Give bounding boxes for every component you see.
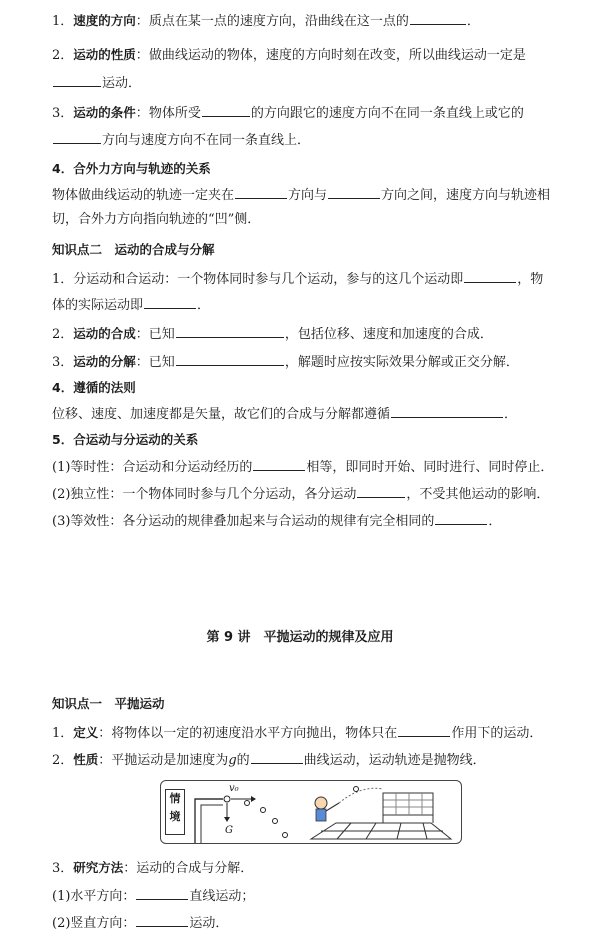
item-text: 方向之间，速度方向与轨迹相 xyxy=(381,188,551,203)
item-text: 曲线运动，运动轨迹是抛物线． xyxy=(303,753,486,768)
scenario-illustration xyxy=(161,781,461,843)
colon: ： xyxy=(135,14,149,29)
tag-char: 境 xyxy=(169,810,181,823)
horizontal-line xyxy=(52,885,564,907)
lesson-title: 第 9 讲 平抛运动的规律及应用 xyxy=(206,630,394,645)
item-number: 3． xyxy=(52,355,74,370)
relation-p2 xyxy=(52,483,564,505)
fill-blank[interactable] xyxy=(136,912,188,927)
relation-p3 xyxy=(52,510,564,532)
fill-blank[interactable] xyxy=(176,323,284,338)
item-number: 4． xyxy=(52,161,74,176)
relation-heading xyxy=(52,430,564,451)
force-trajectory-heading xyxy=(52,159,564,180)
item-text: 相等，即同时开始、同时进行、同时停止． xyxy=(306,460,554,475)
tag-char: 情 xyxy=(169,792,181,805)
player-body xyxy=(316,809,326,821)
player-head xyxy=(315,797,327,809)
item-number: 3． xyxy=(52,861,74,876)
fill-blank[interactable] xyxy=(235,184,287,199)
item-text: 方向与 xyxy=(288,188,328,203)
fill-blank[interactable] xyxy=(328,184,380,199)
item-heading: 运动的合成 xyxy=(73,326,136,341)
item-text: ：已知 xyxy=(135,355,175,370)
method-line xyxy=(52,858,564,879)
fill-blank[interactable] xyxy=(435,510,487,525)
item-number: 2． xyxy=(52,48,74,63)
item-text: ：运动的合成与分解． xyxy=(123,861,254,876)
item-text: ，物 xyxy=(517,272,544,287)
item-text: (1)水平方向： xyxy=(52,889,136,904)
item-text: 做曲线运动的物体，速度的方向时刻在改变，所以曲线运动一定是 xyxy=(148,48,526,63)
item-heading: 性质 xyxy=(73,752,99,767)
fill-blank[interactable] xyxy=(357,483,405,498)
rule-heading xyxy=(52,378,564,399)
item-number: 5． xyxy=(52,432,74,447)
component-motion-line xyxy=(52,268,564,290)
thrown-arc xyxy=(339,788,383,803)
item-text: ，包括位移、速度和加速度的合成． xyxy=(284,327,493,342)
item-text: 直线运动； xyxy=(189,889,255,904)
fill-blank[interactable] xyxy=(202,102,250,117)
fill-blank[interactable] xyxy=(136,885,188,900)
ball xyxy=(224,796,230,802)
force-trajectory-body-2 xyxy=(52,210,564,230)
trajectory-ball xyxy=(273,819,278,824)
item-number: 2． xyxy=(52,327,74,342)
item-number: 1． xyxy=(52,14,74,29)
item-heading: 合外力方向与轨迹的关系 xyxy=(73,161,211,176)
item-text: ，解题时应按实际效果分解或正交分解． xyxy=(284,355,519,370)
item-text: 物体做曲线运动的轨迹一定夹在 xyxy=(52,188,235,203)
item-text: 方向与速度方向不在同一条直线上． xyxy=(102,133,311,148)
net xyxy=(383,793,433,815)
motion-nature-line xyxy=(52,45,564,66)
item-text: ：已知 xyxy=(135,327,175,342)
item-text: (3)等效性：各分运动的规律叠加起来与合运动的规律有完全相同的 xyxy=(52,514,435,529)
item-text: 切，合外力方向指向轨迹的“凹”侧． xyxy=(52,212,261,227)
thrown-ball xyxy=(354,787,359,792)
item-text: ：平抛运动是加速度为 xyxy=(98,753,229,768)
table-edge xyxy=(195,799,223,843)
property-line xyxy=(52,749,564,771)
item-text: 的 xyxy=(236,753,250,768)
fill-blank[interactable] xyxy=(464,268,516,283)
g-label: G xyxy=(225,825,233,836)
motion-nature-cont xyxy=(52,72,564,94)
player-arm xyxy=(326,803,339,811)
item-number: 1． xyxy=(52,272,74,287)
section-heading: 知识点一 平抛运动 xyxy=(52,696,165,711)
force-trajectory-body xyxy=(52,184,564,206)
component-motion-cont xyxy=(52,294,564,316)
fill-blank[interactable] xyxy=(53,129,101,144)
item-text: (2)独立性：一个物体同时参与几个分运动，各分运动 xyxy=(52,487,357,502)
item-heading: 运动的分解 xyxy=(73,354,136,369)
item-text: (1)等时性：合运动和分运动经历的 xyxy=(52,460,253,475)
fill-blank[interactable] xyxy=(410,10,466,25)
item-heading: 研究方法 xyxy=(73,860,124,875)
v0-label: v₀ xyxy=(229,783,239,794)
item-text: ． xyxy=(504,407,518,422)
item-text: ：将物体以一定的初速度沿水平方向抛出，物体只在 xyxy=(98,726,398,741)
item-heading: 定义 xyxy=(73,725,99,740)
trajectory-ball xyxy=(283,833,288,838)
colon: ： xyxy=(135,106,149,121)
fill-blank[interactable] xyxy=(391,403,503,418)
item-number: 3． xyxy=(52,106,74,121)
g-symbol: g xyxy=(228,753,237,768)
item-text: 作用下的运动． xyxy=(451,726,543,741)
item-text: ． xyxy=(466,14,480,29)
item-text: 质点在某一点的速度方向，沿曲线在这一点的 xyxy=(148,14,409,29)
item-heading: 运动的条件 xyxy=(73,105,136,120)
relation-p1 xyxy=(52,456,564,478)
item-text: 的方向跟它的速度方向不在同一条直线上或它的 xyxy=(250,106,524,121)
speed-direction-line xyxy=(52,10,564,32)
motion-condition-cont xyxy=(52,129,564,151)
fill-blank[interactable] xyxy=(144,294,196,309)
composition-line xyxy=(52,323,564,345)
vertical-line xyxy=(52,912,564,934)
trajectory-ball xyxy=(245,801,250,806)
velocity-arrowhead xyxy=(251,796,256,802)
item-number: 4． xyxy=(52,380,74,395)
item-text: ，不受其他运动的影响． xyxy=(406,487,550,502)
item-text: 位移、速度、加速度都是矢量，故它们的合成与分解都遵循 xyxy=(52,407,391,422)
item-text: 体的实际运动即 xyxy=(52,298,144,313)
table-edge xyxy=(201,805,223,843)
item-heading: 遵循的法则 xyxy=(73,380,136,395)
item-text: 运动． xyxy=(189,916,229,931)
item-text: ． xyxy=(197,298,211,313)
gravity-arrowhead xyxy=(224,817,230,822)
section-heading: 知识点二 运动的合成与分解 xyxy=(52,242,215,257)
definition-line xyxy=(52,722,564,744)
fill-blank[interactable] xyxy=(53,72,101,87)
rule-body xyxy=(52,403,564,425)
item-heading: 合运动与分运动的关系 xyxy=(73,432,199,447)
item-heading: 速度的方向 xyxy=(73,13,136,28)
item-text: 物体所受 xyxy=(148,106,201,121)
scenario-figure xyxy=(160,780,462,844)
item-number: 2． xyxy=(52,753,74,768)
item-text: 分运动和合运动：一个物体同时参与几个运动，参与的这几个运动即 xyxy=(73,272,464,287)
decomposition-line xyxy=(52,351,564,373)
item-heading: 运动的性质 xyxy=(73,47,136,62)
fill-blank[interactable] xyxy=(251,749,303,764)
fill-blank[interactable] xyxy=(398,722,450,737)
motion-condition-line xyxy=(52,102,564,124)
item-number: 1． xyxy=(52,726,74,741)
trajectory-ball xyxy=(261,808,266,813)
item-text: ． xyxy=(488,514,502,529)
colon: ： xyxy=(135,48,149,63)
item-text: 运动． xyxy=(102,76,142,91)
fill-blank[interactable] xyxy=(176,351,284,366)
fill-blank[interactable] xyxy=(253,456,305,471)
item-text: (2)竖直方向： xyxy=(52,916,136,931)
